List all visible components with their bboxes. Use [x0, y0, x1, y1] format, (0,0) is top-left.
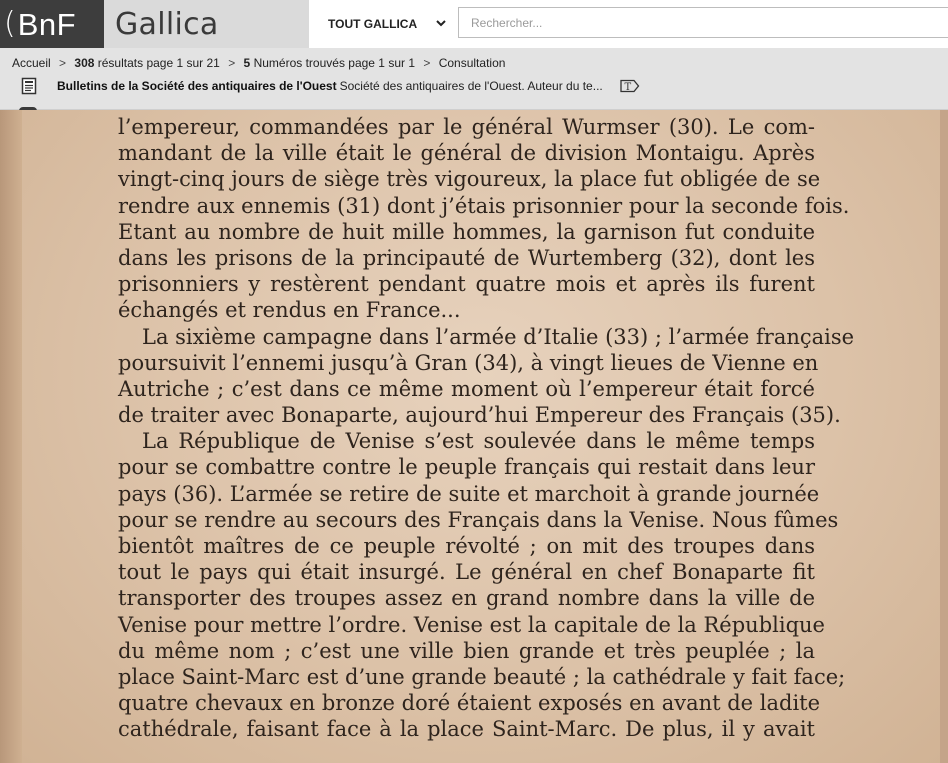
text-line: échangés et rendus en France... — [118, 298, 461, 323]
search-scope-value: TOUT GALLICA — [328, 17, 418, 31]
search-input[interactable] — [458, 7, 948, 38]
text-line: rendre aux ennemis (31) dont j’étais prisonnier pour la seconde fois. — [118, 193, 850, 218]
breadcrumb-current: Consultation — [438, 56, 506, 70]
text-line: pour se combattre contre le peuple français qui restait dans leur — [118, 455, 815, 480]
text-line: bientôt maîtres de ce peuple révolté ; on mit des troupes dans — [118, 534, 815, 558]
svg-text:T: T — [624, 82, 631, 93]
viewer-margin-right — [940, 110, 948, 763]
document-title-row — [21, 76, 640, 96]
text-line: l’empereur, commandées par le général Wurmser (30). Le com- — [118, 115, 815, 139]
document-viewer[interactable] — [0, 110, 948, 763]
page-text — [118, 110, 855, 743]
breadcrumb-separator: > — [228, 56, 236, 70]
breadcrumb — [12, 56, 505, 70]
text-line: cathédrale, faisant face à la place Saint-Marc. De plus, il y avait — [118, 717, 815, 742]
results-count: 308 — [74, 56, 95, 70]
text-line: Venise pour mettre l’ordre. Venise est la capitale de la République — [118, 612, 825, 637]
text-line: La République de Venise s’est soulevée dans le même temps — [142, 429, 815, 454]
bnf-logo-text: BnF — [17, 6, 77, 42]
text-line: du même nom ; c’est une ville bien grande et très peuplée ; la — [118, 638, 815, 663]
document-author: Société des antiquaires de l'Ouest. Auteur du te... — [339, 79, 603, 93]
document-icon — [21, 77, 37, 95]
issues-count: 5 — [243, 56, 251, 70]
text-line: place Saint-Marc est d’une grande beauté ; la cathédrale y fait face; — [118, 664, 846, 689]
text-line: de traiter avec Bonaparte, aujourd’hui Empereur des Français (35). — [118, 403, 841, 428]
text-line: poursuivit l’ennemi jusqu’à Gran (34), à vingt lieues de Vienne en — [118, 350, 819, 375]
gallica-home-link[interactable] — [104, 0, 309, 48]
text-line: Autriche ; c’est dans ce même moment où l’empereur était forcé — [118, 376, 815, 401]
breadcrumb-separator: > — [59, 56, 67, 70]
text-line: vingt-cinq jours de siège très vigoureux, la place fut obligée de se — [118, 167, 821, 192]
text-mode-icon[interactable] — [618, 79, 640, 93]
app-name: Gallica — [115, 6, 219, 42]
text-line: mandant de la ville était le général de division Montaigu. Après — [118, 141, 815, 166]
document-title: Bulletins de la Société des antiquaires de l'Ouest — [57, 79, 337, 93]
text-line: dans les prisons de la principauté de Wurtemberg (32), dont les — [118, 245, 815, 270]
scanned-page — [22, 110, 940, 763]
search-scope-select[interactable] — [309, 0, 457, 48]
text-line: Etant au nombre de huit mille hommes, la garnison fut conduite — [118, 219, 815, 244]
breadcrumb-home[interactable]: Accueil — [12, 56, 51, 70]
document-header — [0, 48, 948, 110]
viewer-margin-left — [0, 110, 22, 763]
breadcrumb-separator: > — [423, 56, 431, 70]
top-bar — [0, 0, 948, 48]
text-line: La sixième campagne dans l’armée d’Italie (33) ; l’armée française — [142, 324, 855, 349]
bnf-logo-bracket: ( — [4, 6, 16, 41]
text-line: tout le pays qui était insurgé. Le général en chef Bonaparte fit — [118, 560, 815, 585]
bnf-logo[interactable] — [0, 0, 104, 48]
text-line: pour se rendre au secours des Français dans la Venise. Nous fûmes — [118, 507, 839, 532]
results-text: résultats page 1 sur 21 — [97, 56, 220, 70]
breadcrumb-issues[interactable] — [244, 56, 415, 70]
breadcrumb-results[interactable] — [74, 56, 219, 70]
chevron-down-icon — [435, 17, 447, 29]
text-line: transporter des troupes assez en grand nombre dans la ville de — [118, 586, 815, 611]
issues-text: Numéros trouvés page 1 sur 1 — [253, 56, 415, 70]
text-line: prisonniers y restèrent pendant quatre mois et après ils furent — [118, 272, 815, 297]
text-line: pays (36). L’armée se retire de suite et marchoit à grande journée — [118, 481, 820, 506]
text-line: quatre chevaux en bronze doré étaient exposés en avant de ladite — [118, 691, 821, 716]
